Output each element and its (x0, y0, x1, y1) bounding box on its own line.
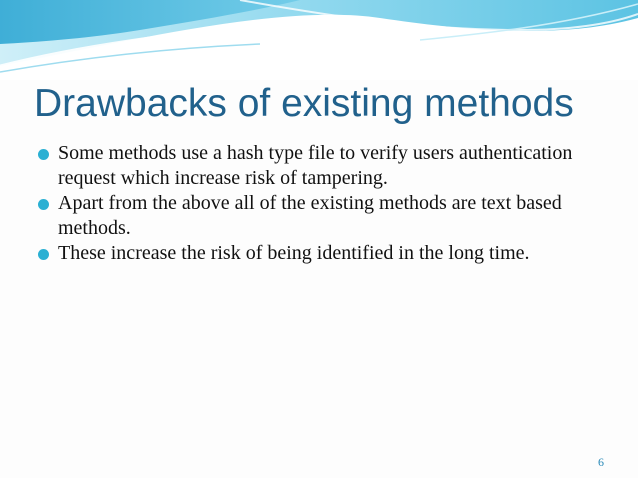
bullet-text: Some methods use a hash type file to verify users authentication request which increase risk of tampering. (58, 142, 573, 189)
bullet-item (38, 191, 598, 241)
bullet-dot-icon (38, 199, 49, 210)
page-number: 6 (598, 455, 604, 469)
bullet-text: Apart from the above all of the existing methods are text based methods. (58, 192, 562, 239)
bullet-list (38, 141, 598, 266)
bullet-item (38, 241, 598, 266)
bullet-dot-icon (38, 249, 49, 260)
bullet-item (38, 141, 598, 191)
slide-title: Drawbacks of existing methods (34, 82, 574, 125)
bullet-dot-icon (38, 149, 49, 160)
bullet-text: These increase the risk of being identified in the long time. (58, 242, 530, 264)
header-wave-decoration (0, 0, 638, 80)
